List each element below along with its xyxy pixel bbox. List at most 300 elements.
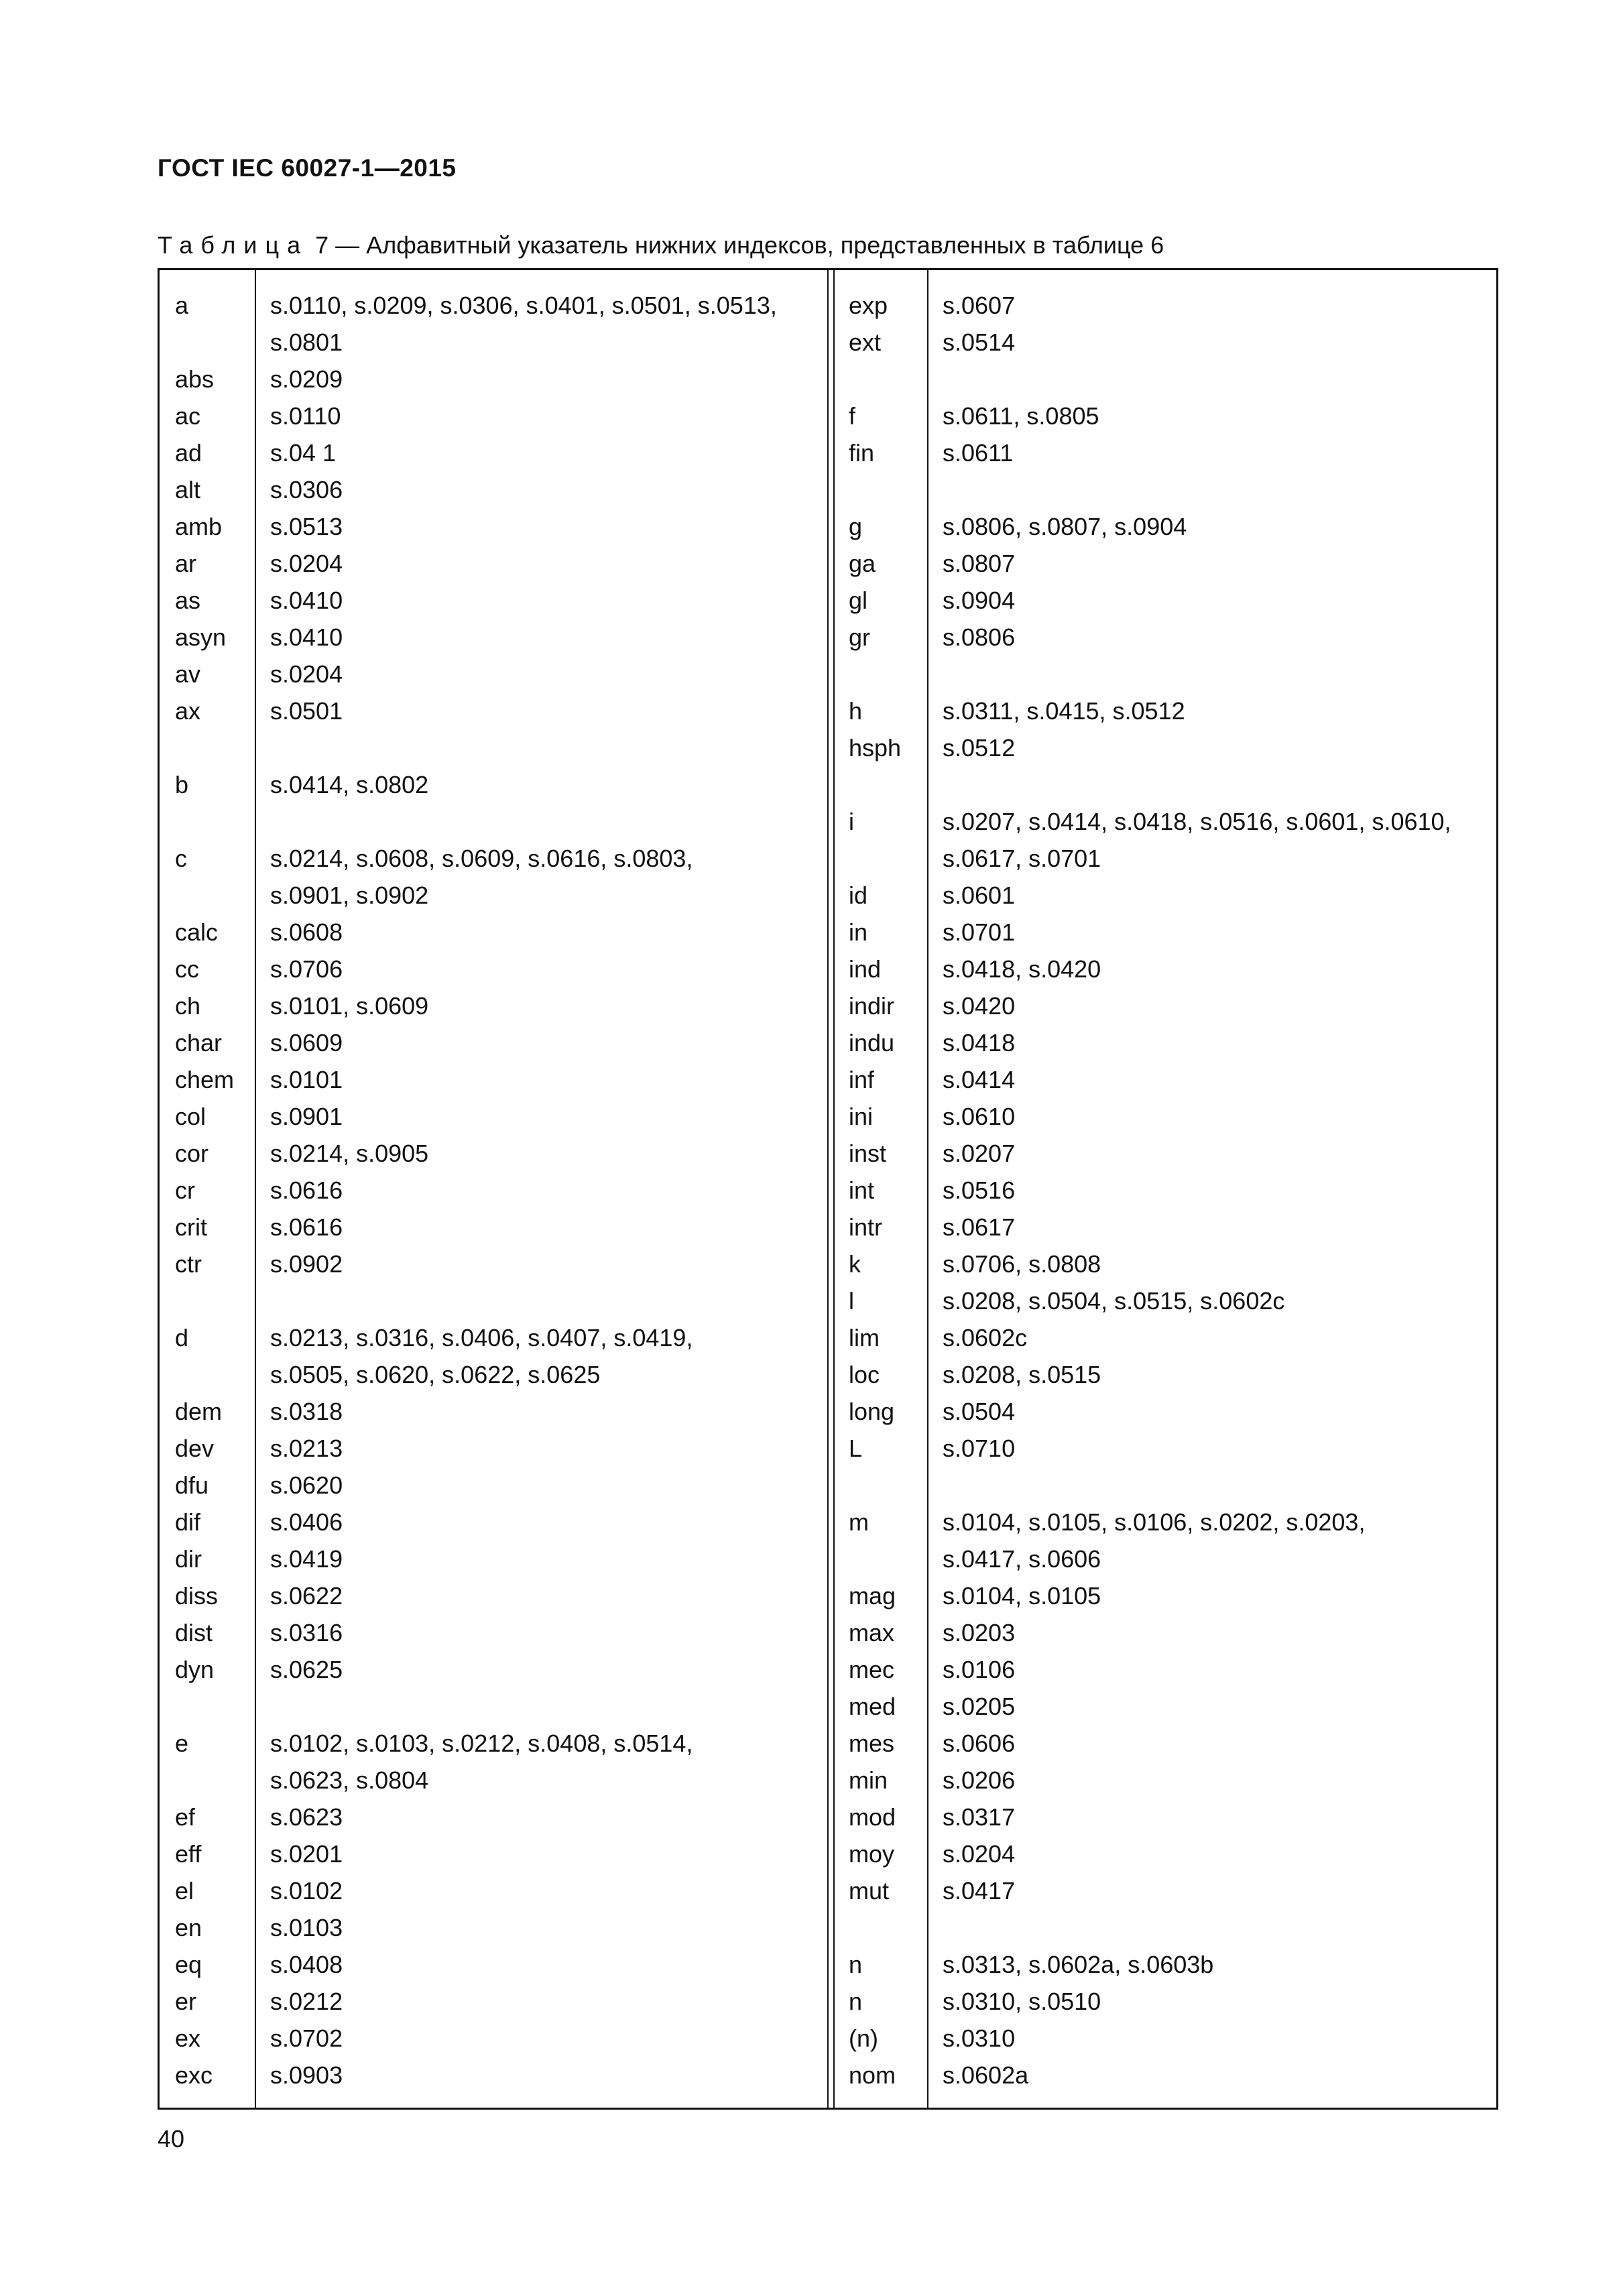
section-references: s.0706: [270, 955, 343, 983]
section-references: s.0104, s.0105: [943, 1582, 1101, 1610]
subscript-key: en: [175, 1914, 202, 1941]
table-row: [160, 1356, 827, 1393]
table-row: [834, 656, 1498, 692]
table-row: [834, 434, 1498, 471]
table-row: [160, 1946, 827, 1983]
subscript-key: dif: [175, 1508, 201, 1536]
table-row: [160, 766, 827, 803]
subscript-key: n: [849, 1951, 863, 1978]
section-references: s.0617, s.0701: [943, 845, 1101, 872]
subscript-key: moy: [849, 1840, 895, 1868]
section-references: s.0903: [270, 2061, 343, 2089]
section-references: s.0408: [270, 1951, 343, 1978]
section-references: s.0625: [270, 1656, 343, 1683]
section-references: s.0208, s.0515: [943, 1361, 1101, 1388]
subscript-key: mag: [849, 1582, 896, 1610]
table-row: [160, 1098, 827, 1135]
section-references: s.0204: [943, 1840, 1016, 1868]
subscript-key: [160, 1356, 255, 1393]
subscript-key: amb: [175, 513, 223, 540]
table-row: [834, 582, 1498, 619]
subscript-key: crit: [175, 1213, 207, 1241]
section-references: s.0417: [943, 1877, 1016, 1905]
table-row: [160, 877, 827, 914]
subscript-key: [160, 729, 255, 766]
table-row: [834, 1577, 1498, 1614]
table-row: [160, 2020, 827, 2057]
table-row: [160, 656, 827, 692]
section-references: s.0623, s.0804: [270, 1766, 429, 1794]
table-row: [160, 1024, 827, 1061]
table-row: [834, 1467, 1498, 1504]
section-references: s.0608: [270, 918, 343, 946]
section-references: s.0207: [943, 1140, 1016, 1167]
section-references: s.0622: [270, 1582, 343, 1610]
section-references: [927, 361, 1498, 398]
section-references: s.0513: [270, 513, 343, 540]
section-references: s.0901, s.0902: [270, 882, 429, 909]
subscript-key: fin: [849, 439, 875, 467]
table-caption: [158, 231, 1164, 259]
section-references: [255, 1688, 827, 1725]
table-row: [160, 1467, 827, 1504]
section-references: s.0317: [943, 1803, 1016, 1831]
section-references: s.0623: [270, 1803, 343, 1831]
subscript-key: mod: [849, 1803, 896, 1831]
table-row: [834, 1024, 1498, 1061]
table-row: [160, 1799, 827, 1835]
section-references: s.0611: [943, 439, 1014, 467]
subscript-key: exp: [849, 292, 888, 319]
subscript-key: (n): [849, 2025, 878, 2052]
table-row: [160, 1282, 827, 1319]
section-references: s.0214, s.0608, s.0609, s.0616, s.0803,: [270, 845, 693, 872]
subscript-key: col: [175, 1103, 206, 1130]
table-caption-text: 7 — Алфавитный указатель нижних индексов, представленных в таблице 6: [308, 231, 1164, 259]
subscript-key: [160, 1282, 255, 1319]
table-row: [160, 1393, 827, 1430]
table-row: [834, 987, 1498, 1024]
table-row: [834, 324, 1498, 361]
table-row: [834, 1540, 1498, 1577]
table-row: [834, 1319, 1498, 1356]
table-row: [160, 1909, 827, 1946]
section-references: s.0616: [270, 1176, 343, 1204]
section-references: [927, 656, 1498, 692]
subscript-key: hsph: [849, 734, 902, 762]
section-references: [927, 766, 1498, 803]
section-references: s.0213: [270, 1435, 343, 1462]
section-references: s.0516: [943, 1176, 1016, 1204]
section-references: s.0702: [270, 2025, 343, 2052]
section-references: s.0610: [943, 1103, 1016, 1130]
section-references: [927, 1467, 1498, 1504]
section-references: s.0701: [943, 918, 1016, 946]
subscript-key: [834, 656, 927, 692]
table-row: [834, 1393, 1498, 1430]
table-row: [160, 1319, 827, 1356]
subscript-key: ext: [849, 328, 882, 356]
table-row: [160, 914, 827, 951]
table-row: [160, 1688, 827, 1725]
section-references: s.0611, s.0805: [943, 402, 1099, 430]
subscript-key: dir: [175, 1545, 202, 1573]
subscript-key: [834, 840, 927, 877]
section-references: s.0213, s.0316, s.0406, s.0407, s.0419,: [270, 1324, 693, 1351]
subscript-key: b: [175, 771, 189, 798]
table-row: [160, 1172, 827, 1209]
table-row: [160, 582, 827, 619]
section-references: s.0104, s.0105, s.0106, s.0202, s.0203,: [943, 1508, 1366, 1536]
subscript-key: nom: [849, 2061, 896, 2089]
section-references: s.0205: [943, 1693, 1016, 1720]
subscript-key: ind: [849, 955, 882, 983]
section-references: s.0318: [270, 1398, 343, 1425]
table-row: [834, 619, 1498, 656]
section-references: s.0313, s.0602a, s.0603b: [943, 1951, 1214, 1978]
subscript-key: [160, 324, 255, 361]
subscript-key: diss: [175, 1582, 219, 1610]
subscript-key: min: [849, 1766, 888, 1794]
section-references: s.0206: [943, 1766, 1016, 1794]
subscript-key: g: [849, 513, 863, 540]
section-references: s.0418: [943, 1029, 1016, 1056]
subscript-key: el: [175, 1877, 194, 1905]
subscript-key: [160, 877, 255, 914]
section-references: s.0807: [943, 550, 1016, 577]
section-references: s.0602c: [943, 1324, 1028, 1351]
section-references: s.0609: [270, 1029, 343, 1056]
section-references: s.0504: [943, 1398, 1016, 1425]
table-row: [834, 1504, 1498, 1540]
section-references: s.0710: [943, 1435, 1016, 1462]
section-references: s.0601: [943, 882, 1016, 909]
subscript-key: inst: [849, 1140, 887, 1167]
subscript-key: ctr: [175, 1250, 202, 1278]
table-row: [834, 914, 1498, 951]
table-row: [160, 434, 827, 471]
subscript-index-table: [158, 268, 1498, 2110]
page-number: 40: [158, 2125, 185, 2153]
section-references: [255, 803, 827, 840]
section-references: s.0214, s.0905: [270, 1140, 429, 1167]
section-references: s.0204: [270, 550, 343, 577]
table-left-half: [160, 287, 827, 2094]
subscript-key: k: [849, 1250, 861, 1278]
table-row: [160, 1061, 827, 1098]
table-row: [160, 1762, 827, 1799]
section-references: s.0311, s.0415, s.0512: [943, 697, 1185, 725]
table-row: [160, 951, 827, 987]
table-row: [160, 1504, 827, 1540]
table-row: [834, 2020, 1498, 2057]
subscript-key: dist: [175, 1619, 213, 1646]
table-row: [834, 2057, 1498, 2094]
table-row: [834, 1098, 1498, 1135]
section-references: s.0204: [270, 660, 343, 688]
section-references: s.0419: [270, 1545, 343, 1573]
table-row: [834, 1946, 1498, 1983]
subscript-key: av: [175, 660, 201, 688]
subscript-key: [160, 1688, 255, 1725]
table-row: [834, 1725, 1498, 1762]
subscript-key: mec: [849, 1656, 895, 1683]
table-row: [160, 287, 827, 324]
table-row: [834, 1983, 1498, 2020]
section-references: s.0806: [943, 623, 1016, 651]
subscript-key: [834, 1467, 927, 1504]
subscript-key: chem: [175, 1066, 235, 1093]
table-row: [160, 361, 827, 398]
subscript-key: char: [175, 1029, 223, 1056]
table-row: [160, 987, 827, 1024]
subscript-key: indir: [849, 992, 895, 1020]
table-row: [834, 1799, 1498, 1835]
table-row: [834, 951, 1498, 987]
section-references: s.0414, s.0802: [270, 771, 429, 798]
table-row: [834, 1688, 1498, 1725]
section-references: s.0201: [270, 1840, 343, 1868]
table-row: [834, 1872, 1498, 1909]
subscript-key: as: [175, 587, 201, 614]
table-right-half: [834, 287, 1498, 2094]
section-references: s.0801: [270, 328, 343, 356]
table-row: [160, 1430, 827, 1467]
section-references: s.0501: [270, 697, 343, 725]
section-references: s.0410: [270, 587, 343, 614]
section-references: s.0620: [270, 1471, 343, 1499]
table-row: [834, 1135, 1498, 1172]
table-row: [834, 1909, 1498, 1946]
subscript-key: n: [849, 1988, 863, 2015]
table-row: [834, 361, 1498, 398]
subscript-key: f: [849, 402, 856, 430]
subscript-key: exc: [175, 2061, 213, 2089]
subscript-key: ga: [849, 550, 876, 577]
table-row: [160, 1577, 827, 1614]
section-references: s.0207, s.0414, s.0418, s.0516, s.0601, s.0610,: [943, 808, 1451, 835]
section-references: s.0310: [943, 2025, 1016, 2052]
subscript-key: lim: [849, 1324, 880, 1351]
section-references: [255, 1282, 827, 1319]
subscript-key: eq: [175, 1951, 202, 1978]
table-row: [834, 1430, 1498, 1467]
section-references: s.0203: [943, 1619, 1016, 1646]
section-references: s.0514: [943, 328, 1016, 356]
section-references: s.0417, s.0606: [943, 1545, 1101, 1573]
table-row: [160, 619, 827, 656]
subscript-key: ex: [175, 2025, 201, 2052]
section-references: s.0418, s.0420: [943, 955, 1101, 983]
subscript-key: ax: [175, 697, 201, 725]
section-references: s.0606: [943, 1730, 1016, 1757]
table-row: [834, 1061, 1498, 1098]
table-row: [160, 2057, 827, 2094]
subscript-key: c: [175, 845, 187, 872]
subscript-key: cr: [175, 1176, 195, 1204]
section-references: [255, 729, 827, 766]
subscript-key: [160, 1762, 255, 1799]
table-row: [834, 398, 1498, 434]
section-references: s.0102: [270, 1877, 343, 1905]
table-row: [160, 1983, 827, 2020]
table-row: [834, 1614, 1498, 1651]
section-references: s.0306: [270, 476, 343, 503]
section-references: s.0617: [943, 1213, 1016, 1241]
table-row: [160, 1651, 827, 1688]
subscript-key: int: [849, 1176, 875, 1204]
subscript-key: dem: [175, 1398, 223, 1425]
table-row: [160, 840, 827, 877]
subscript-key: cc: [175, 955, 199, 983]
table-row: [834, 287, 1498, 324]
subscript-key: m: [849, 1508, 869, 1536]
subscript-key: ar: [175, 550, 197, 577]
subscript-key: e: [175, 1730, 189, 1757]
subscript-key: eff: [175, 1840, 202, 1868]
section-references: s.0420: [943, 992, 1016, 1020]
subscript-key: d: [175, 1324, 189, 1351]
table-row: [834, 766, 1498, 803]
table-row: [834, 1246, 1498, 1282]
table-row: [834, 1209, 1498, 1246]
section-references: s.0209: [270, 365, 343, 393]
subscript-key: abs: [175, 365, 215, 393]
subscript-key: [834, 1909, 927, 1946]
section-references: s.0512: [943, 734, 1016, 762]
subscript-key: mes: [849, 1730, 895, 1757]
table-row: [160, 398, 827, 434]
subscript-key: id: [849, 882, 868, 909]
section-references: s.0106: [943, 1656, 1016, 1683]
subscript-key: [834, 471, 927, 508]
section-references: s.0505, s.0620, s.0622, s.0625: [270, 1361, 601, 1388]
table-row: [160, 1540, 827, 1577]
subscript-key: [834, 361, 927, 398]
subscript-key: gl: [849, 587, 868, 614]
section-references: s.0806, s.0807, s.0904: [943, 513, 1187, 540]
section-references: s.0212: [270, 1988, 343, 2015]
table-row: [160, 729, 827, 766]
table-row: [834, 1282, 1498, 1319]
section-references: s.0208, s.0504, s.0515, s.0602c: [943, 1287, 1285, 1315]
section-references: s.0607: [943, 292, 1016, 319]
table-row: [834, 877, 1498, 914]
subscript-key: dfu: [175, 1471, 209, 1499]
table-row: [160, 545, 827, 582]
section-references: s.04 1: [270, 439, 337, 467]
table-row: [160, 1246, 827, 1282]
table-row: [160, 1835, 827, 1872]
subscript-key: calc: [175, 918, 219, 946]
table-row: [834, 1356, 1498, 1393]
section-references: s.0602a: [943, 2061, 1029, 2089]
section-references: s.0103: [270, 1914, 343, 1941]
table-row: [160, 1209, 827, 1246]
table-row: [834, 803, 1498, 840]
table-row: [834, 729, 1498, 766]
table-row: [160, 471, 827, 508]
subscript-key: h: [849, 697, 863, 725]
table-row: [160, 803, 827, 840]
section-references: s.0902: [270, 1250, 343, 1278]
section-references: s.0310, s.0510: [943, 1988, 1101, 2015]
subscript-key: er: [175, 1988, 197, 2015]
section-references: s.0110: [270, 402, 341, 430]
subscript-key: ac: [175, 402, 201, 430]
section-references: s.0101: [270, 1066, 343, 1093]
table-row: [160, 1725, 827, 1762]
table-row: [834, 840, 1498, 877]
table-row: [160, 692, 827, 729]
table-row: [160, 1872, 827, 1909]
section-references: s.0904: [943, 587, 1016, 614]
table-row: [834, 692, 1498, 729]
document-header: ГОСТ IEC 60027-1—2015: [158, 154, 457, 182]
subscript-key: ad: [175, 439, 202, 467]
section-references: s.0406: [270, 1508, 343, 1536]
table-row: [160, 1614, 827, 1651]
table-row: [834, 545, 1498, 582]
subscript-key: loc: [849, 1361, 880, 1388]
section-references: s.0706, s.0808: [943, 1250, 1101, 1278]
subscript-key: in: [849, 918, 868, 946]
section-references: s.0101, s.0609: [270, 992, 429, 1020]
section-references: s.0102, s.0103, s.0212, s.0408, s.0514,: [270, 1730, 693, 1757]
subscript-key: asyn: [175, 623, 227, 651]
table-row: [834, 1835, 1498, 1872]
table-row: [834, 1651, 1498, 1688]
subscript-key: max: [849, 1619, 895, 1646]
subscript-key: cor: [175, 1140, 209, 1167]
subscript-key: med: [849, 1693, 896, 1720]
table-row: [834, 471, 1498, 508]
subscript-key: long: [849, 1398, 895, 1425]
table-caption-prefix: Таблица: [158, 231, 309, 259]
subscript-key: [160, 803, 255, 840]
section-references: s.0414: [943, 1066, 1016, 1093]
section-references: s.0410: [270, 623, 343, 651]
subscript-key: indu: [849, 1029, 895, 1056]
section-references: s.0316: [270, 1619, 343, 1646]
table-row: [160, 508, 827, 545]
section-references: s.0616: [270, 1213, 343, 1241]
table-row: [834, 508, 1498, 545]
subscript-key: inf: [849, 1066, 875, 1093]
subscript-key: a: [175, 292, 189, 319]
subscript-key: gr: [849, 623, 871, 651]
subscript-key: ini: [849, 1103, 874, 1130]
section-references: s.0901: [270, 1103, 343, 1130]
subscript-key: L: [849, 1435, 863, 1462]
subscript-key: i: [849, 808, 854, 835]
subscript-key: [834, 766, 927, 803]
subscript-key: ef: [175, 1803, 196, 1831]
subscript-key: alt: [175, 476, 201, 503]
subscript-key: l: [849, 1287, 854, 1315]
section-references: [927, 1909, 1498, 1946]
subscript-key: dyn: [175, 1656, 215, 1683]
section-references: s.0110, s.0209, s.0306, s.0401, s.0501, s.0513,: [270, 292, 777, 319]
table-row: [834, 1172, 1498, 1209]
table-row: [160, 1135, 827, 1172]
subscript-key: intr: [849, 1213, 883, 1241]
subscript-key: mut: [849, 1877, 890, 1905]
section-references: [927, 471, 1498, 508]
column-divider: [827, 270, 829, 2108]
table-row: [160, 324, 827, 361]
table-row: [834, 1762, 1498, 1799]
